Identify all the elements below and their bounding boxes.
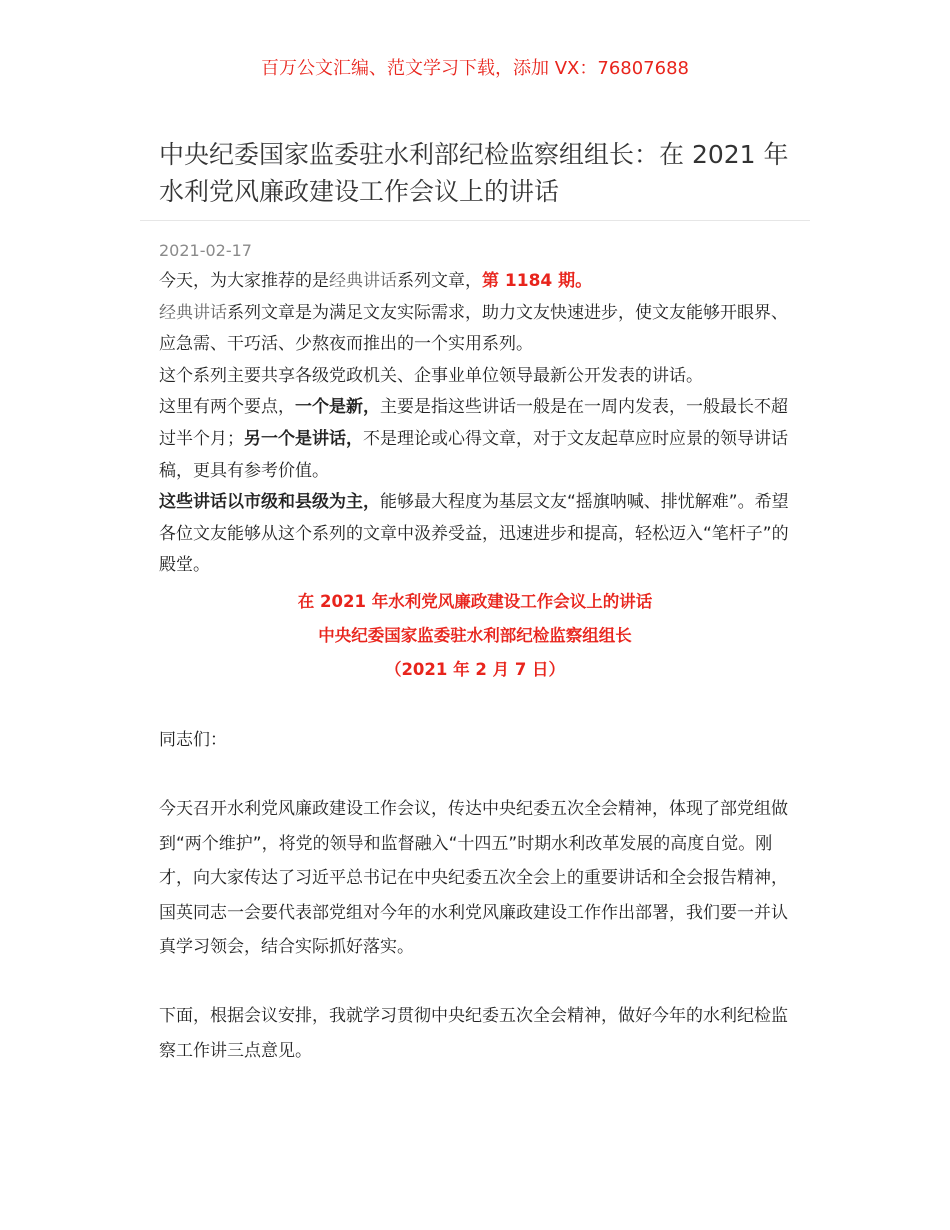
series-intro [159,266,795,582]
salutation: 同志们： [159,730,227,750]
speech-paragraph-2: 下面，根据会议安排，我就学习贯彻中央纪委五次全会精神，做好今年的水利纪检监察工作讲三点意见。 [159,1006,788,1061]
issue-number: 第 1184 期。 [482,271,593,291]
point-new: 一个是新， [295,397,380,418]
intro-line-4-e: 不是理论或心得文章，对于文友起草应时应景的领导讲话稿，更具有参考价值。 [159,428,788,481]
series-name-2: 经典讲话 [159,302,227,323]
speech-paragraph-1: 今天召开水利党风廉政建设工作会议，传达中央纪委五次全会精神，体现了部党组做到“两个维护”，将党的领导和监督融入“十四五”时期水利改革发展的高度自觉。刚才，向大家传达了习近平总书记在中央纪委五次全会上的重要讲话和全会报告精神，国英同志一会要代表部党组对今年的水利党风廉政建设工作作出部署，我们要一并认真学习领会，结合实际抓好落实。 [159,799,788,957]
focus-level: 这些讲话以市级和县级为主， [159,492,380,513]
intro-line-4 [159,392,795,487]
series-name: 经典讲话 [329,271,397,291]
speech-date: （2021 年 2 月 7 日） [384,660,566,679]
intro-line-1 [159,266,795,298]
intro-line-2 [159,298,795,361]
speech-heading: 在 2021 年水利党风廉政建设工作会议上的讲话 [297,592,653,611]
intro-line-2-rest: 系列文章是为满足文友实际需求，助力文友快速进步，使文友能够开眼界、应急需、干巧活、少熬夜而推出的一个实用系列。 [159,302,788,355]
intro-line-1-prefix: 今天，为大家推荐的是 [159,271,329,291]
promo-banner: 百万公文汇编、范文学习下载，添加 VX：76807688 [261,58,689,79]
intro-line-5 [159,487,795,582]
speech-speaker: 中央纪委国家监委驻水利部纪检监察组组长 [318,626,632,645]
intro-line-4-c: 主要是指这些讲话一般是在一周内发表，一般最长不超过半个月； [159,397,788,449]
intro-line-1-mid: 系列文章， [397,271,482,291]
point-speech: 另一个是讲话， [244,428,363,449]
publish-date: 2021-02-17 [159,241,252,260]
intro-line-5-b: 能够最大程度为基层文友“摇旗呐喊、排忧解难”。希望各位文友能够从这个系列的文章中汲养受益，迅速进步和提高，轻松迈入“笔杆子”的殿堂。 [159,492,789,576]
intro-line-3: 这个系列主要共享各级党政机关、企事业单位领导最新公开发表的讲话。 [159,365,703,386]
title-divider [140,220,810,221]
intro-line-4-a: 这里有两个要点， [159,397,295,418]
article-title: 中央纪委国家监委驻水利部纪检监察组组长：在 2021 年水利党风廉政建设工作会议上的讲话 [159,140,789,206]
